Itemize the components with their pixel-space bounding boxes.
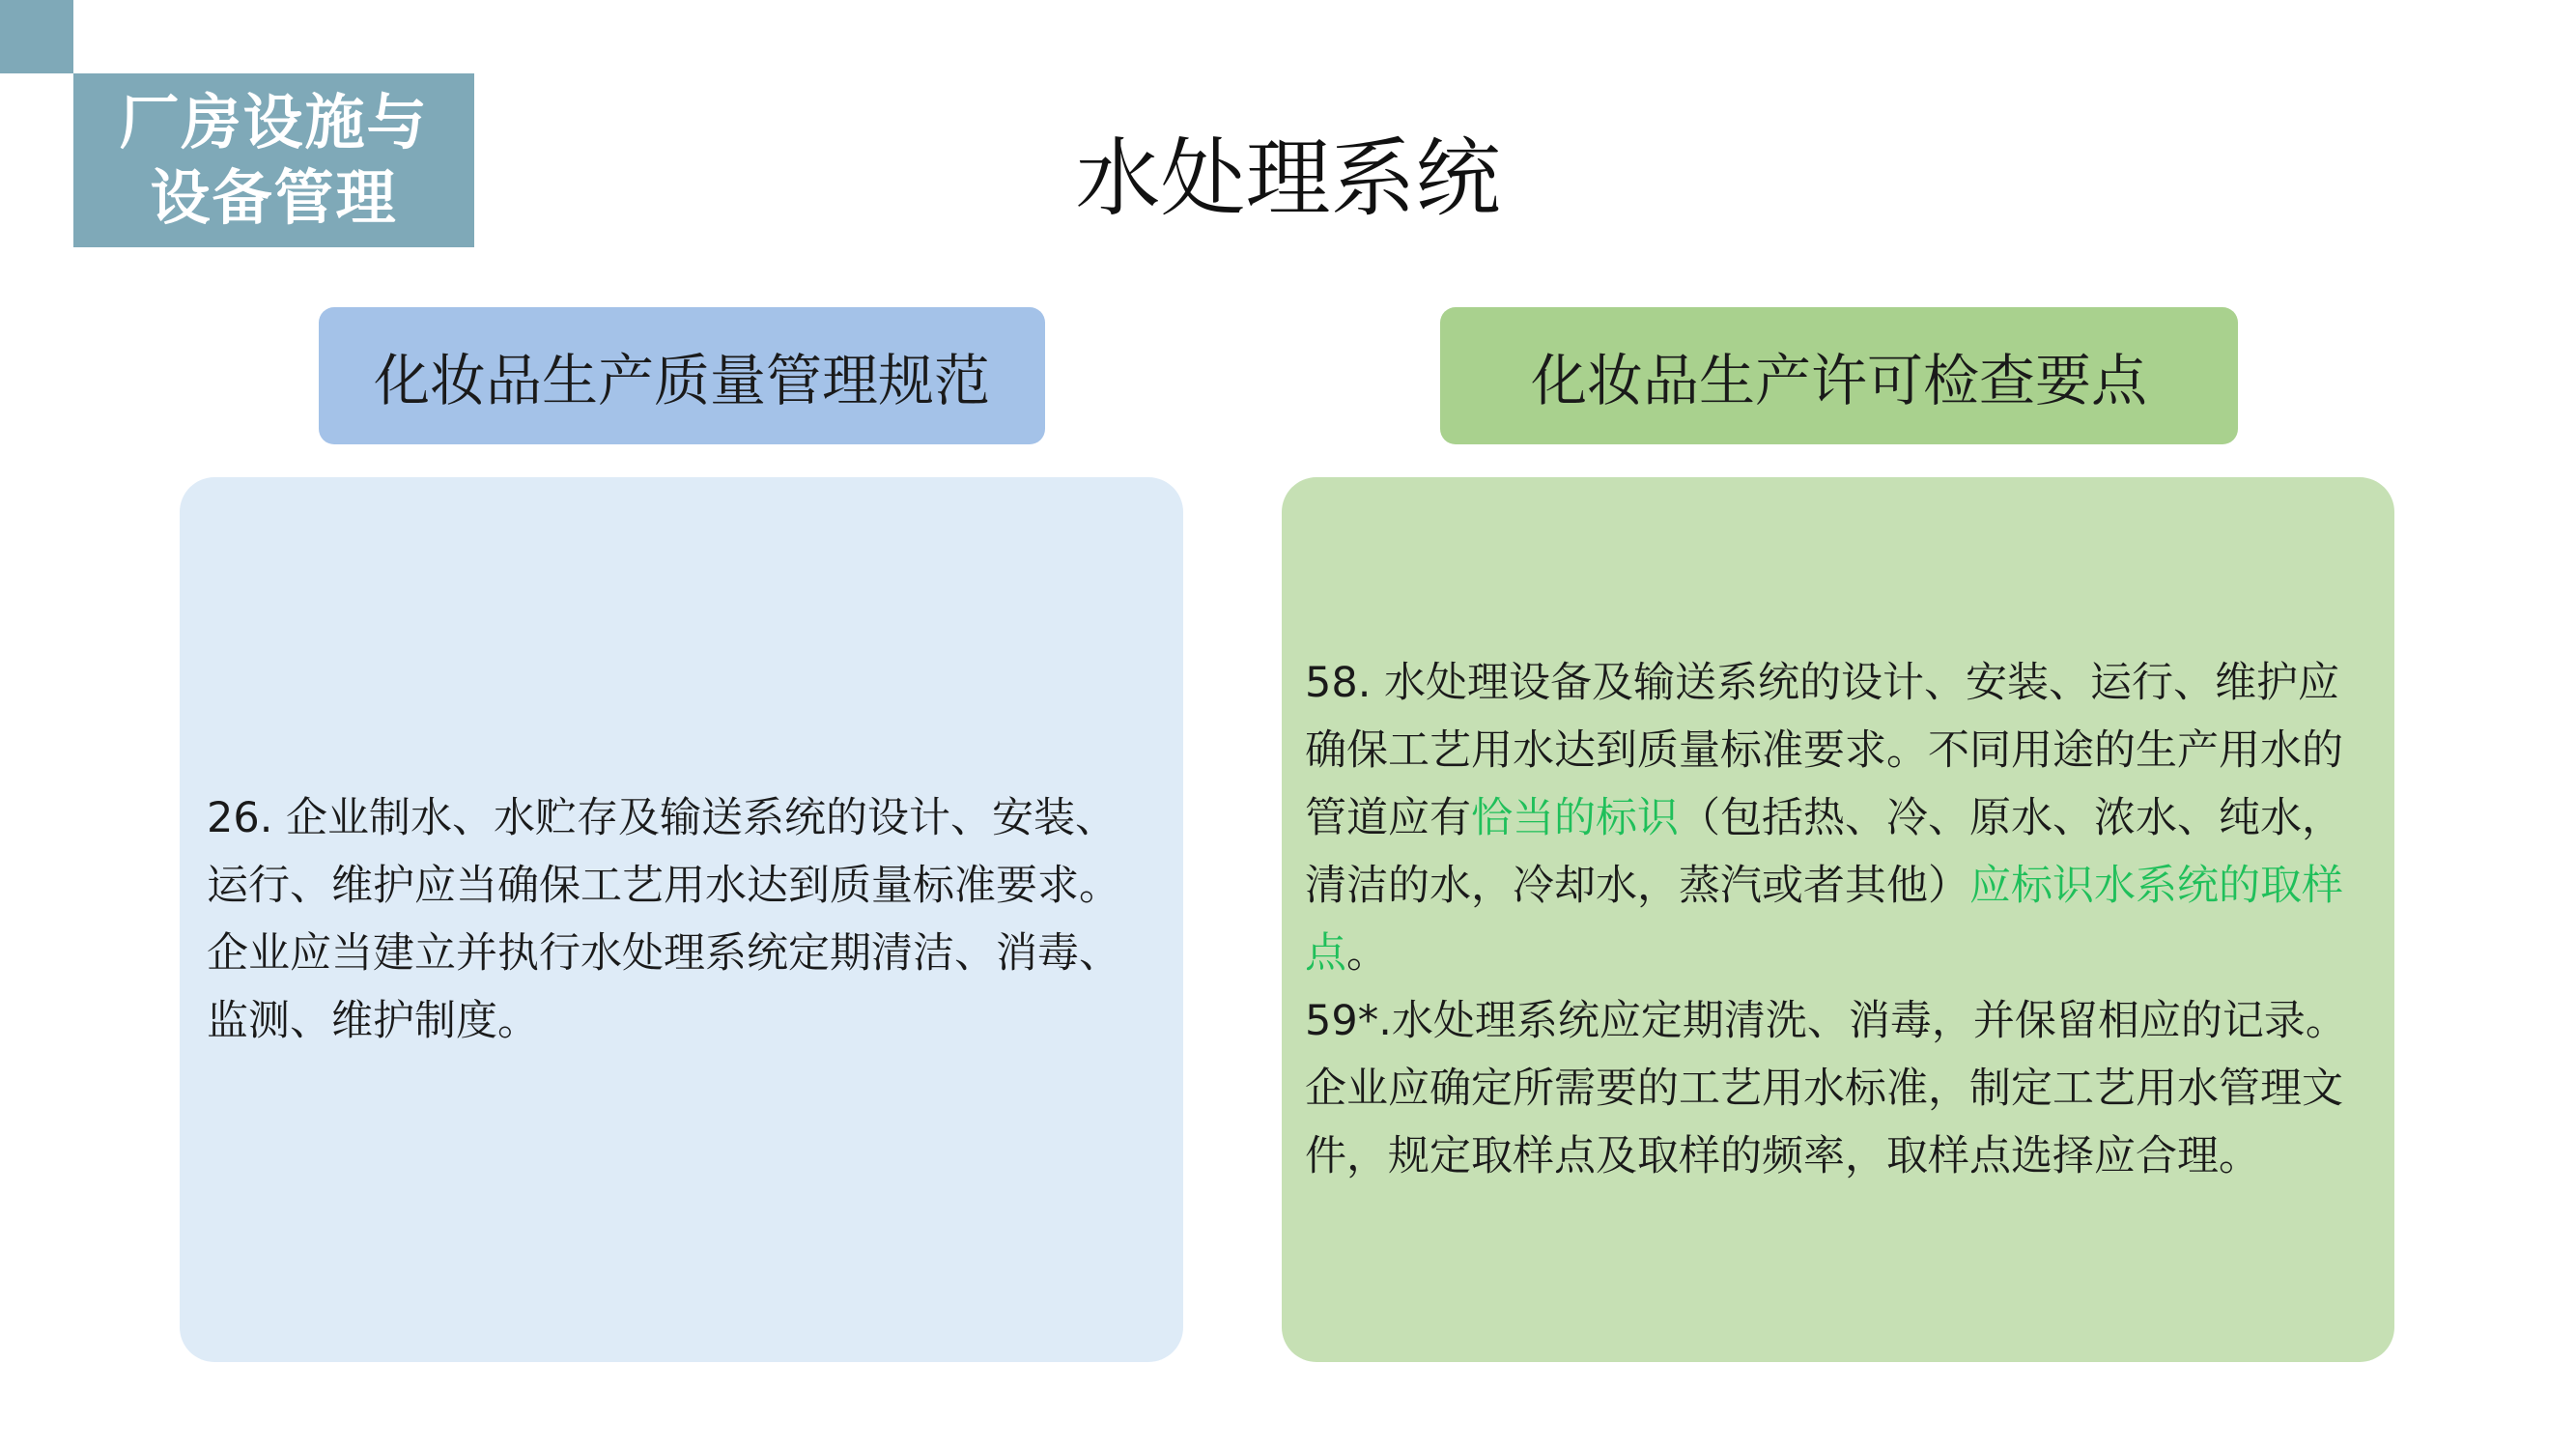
left-header-label: 化妆品生产质量管理规范 bbox=[373, 348, 990, 413]
item-59: 59*.水处理系统应定期清洗、消毒，并保留相应的记录。企业应确定所需要的工艺用水标准，制定工艺用水管理文件，规定取样点及取样的频率，取样点选择应合理。 bbox=[1305, 997, 2347, 1180]
slide-title: 水处理系统 bbox=[1075, 128, 1501, 228]
left-content-box bbox=[180, 477, 1183, 1362]
right-header-label: 化妆品生产许可检查要点 bbox=[1530, 348, 2147, 413]
corner-decoration bbox=[0, 0, 73, 73]
item-58-part1: 58. 水处理设备及输送系统的设计、安装、运行、维护应确保工艺用水达到质量标准要求。不同用途的生产用水的管道应有 bbox=[1305, 659, 2343, 842]
section-tag-line1: 厂房设施与 bbox=[119, 87, 429, 157]
section-tag-line2: 设备管理 bbox=[150, 162, 398, 233]
item-58-part2: （包括热、冷、原水、浓水、纯水，清洁的水，冷却水，蒸汽或者其他） bbox=[1305, 794, 2343, 910]
right-content-box bbox=[1282, 477, 2394, 1362]
item-58-part3: 。 bbox=[1346, 929, 1388, 978]
item-58-highlight2: 应标识水系统的取样点 bbox=[1305, 862, 2343, 978]
right-header bbox=[1440, 307, 2238, 444]
left-content-text: 26. 企业制水、水贮存及输送系统的设计、安装、运行、维护应当确保工艺用水达到质量标准要求。企业应当建立并执行水处理系统定期清洁、消毒、监测、维护制度。 bbox=[207, 794, 1120, 1045]
item-58 bbox=[1305, 649, 2356, 987]
item-58-highlight1: 恰当的标识 bbox=[1471, 794, 1679, 842]
left-header bbox=[319, 307, 1045, 444]
